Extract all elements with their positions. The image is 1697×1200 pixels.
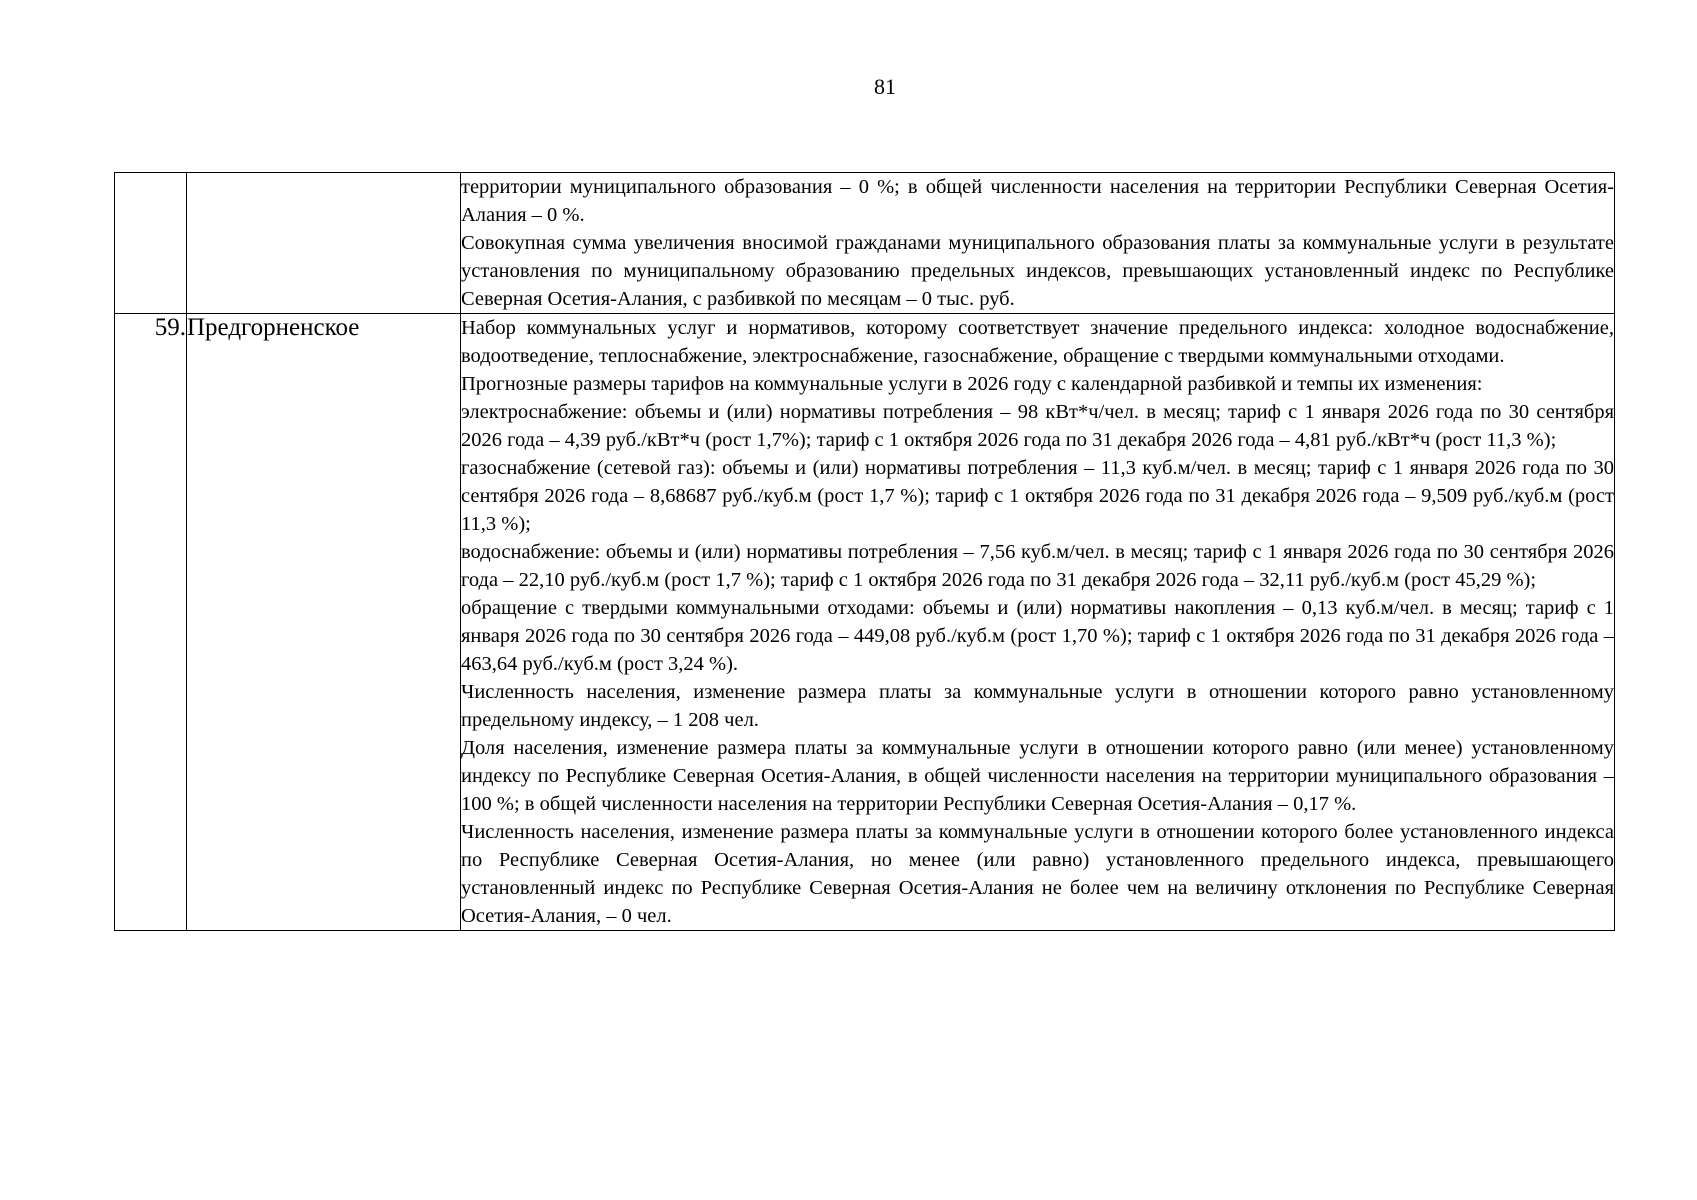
description-cell <box>461 173 1615 314</box>
paragraph: Прогнозные размеры тарифов на коммунальные услуги в 2026 году с календарной разбивкой и темпы их изменения: <box>461 373 1483 395</box>
table-row-59 <box>115 314 1615 931</box>
paragraph: Набор коммунальных услуг и нормативов, которому соответствует значение предельного индекса: холодное водоснабжение, водоотведение, теплоснабжение, электроснабжение, газоснабжение, обращение с твердыми коммунальными отходами. <box>461 317 1614 367</box>
paragraph: водоснабжение: объемы и (или) нормативы потребления – 7,56 куб.м/чел. в месяц; тариф с 1 января 2026 года по 30 сентября 2026 года – 22,10 руб./куб.м (рост 1,7 %); тариф с 1 октября 2026 года по 31 декабря 2026 года – 32,11 руб./куб.м (рост 45,29 %); <box>461 541 1614 591</box>
paragraph: Численность населения, изменение размера платы за коммунальные услуги в отношении которого равно установленному предельному индексу, – 1 208 чел. <box>461 681 1614 731</box>
row-number-cell: 59. <box>115 314 187 931</box>
paragraph: Численность населения, изменение размера платы за коммунальные услуги в отношении которого более установленного индекса по Республике Северная Осетия-Алания, но менее (или равно) установленного предельного индекса, превышающего установленный индекс по Республике Северная Осетия-Алания не более чем на величину отклонения по Республике Северная Осетия-Алания, – 0 чел. <box>461 821 1614 927</box>
paragraph: электроснабжение: объемы и (или) нормативы потребления – 98 кВт*ч/чел. в месяц; тариф с 1 января 2026 года по 30 сентября 2026 года – 4,39 руб./кВт*ч (рост 1,7%); тариф с 1 октября 2026 года по 31 декабря 2026 года – 4,81 руб./кВт*ч (рост 11,3 %); <box>461 401 1614 451</box>
paragraph: обращение с твердыми коммунальными отходами: объемы и (или) нормативы накопления – 0,13 куб.м/чел. в месяц; тариф с 1 января 2026 года по 30 сентября 2026 года – 449,08 руб./куб.м (рост 1,70 %); тариф с 1 октября 2026 года по 31 декабря 2026 года – 463,64 руб./куб.м (рост 3,24 %). <box>461 597 1614 675</box>
description-cell <box>461 314 1615 931</box>
table-row-continuation <box>115 173 1615 314</box>
row-number-cell <box>115 173 187 314</box>
municipality-name-cell: Предгорненское <box>187 314 461 931</box>
page-number: 81 <box>874 74 896 99</box>
paragraph: Совокупная сумма увеличения вносимой гражданами муниципального образования платы за коммунальные услуги в результате установления по муниципальному образованию предельных индексов, превышающих установленный индекс по Республике Северная Осетия-Алания, с разбивкой по месяцам – 0 тыс. руб. <box>461 232 1614 310</box>
paragraph: Доля населения, изменение размера платы за коммунальные услуги в отношении которого равно (или менее) установленному индексу по Республике Северная Осетия-Алания, в общей численности населения на территории муниципального образования – 100 %; в общей численности населения на территории Республики Северная Осетия-Алания – 0,17 %. <box>461 737 1614 815</box>
municipality-name-cell <box>187 173 461 314</box>
paragraph: территории муниципального образования – 0 %; в общей численности населения на территории Республики Северная Осетия-Алания – 0 %. <box>461 176 1614 226</box>
tariff-table <box>114 172 1615 931</box>
paragraph: газоснабжение (сетевой газ): объемы и (или) нормативы потребления – 11,3 куб.м/чел. в месяц; тариф с 1 января 2026 года по 30 сентября 2026 года – 8,68687 руб./куб.м (рост 1,7 %); тариф с 1 октября 2026 года по 31 декабря 2026 года – 9,509 руб./куб.м (рост 11,3 %); <box>461 457 1614 535</box>
